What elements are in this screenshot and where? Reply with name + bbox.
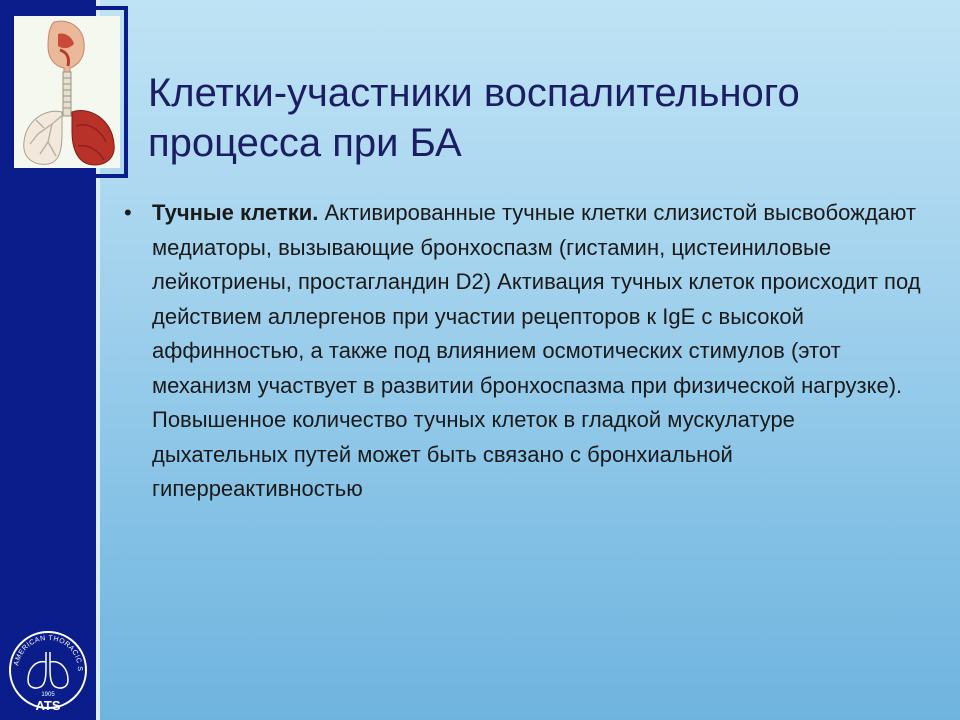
slide-title: Клетки-участники воспалительного процесса при БА (148, 71, 800, 165)
respiratory-system-illustration (14, 16, 120, 168)
ats-seal-logo (6, 626, 90, 714)
slide-body (124, 196, 924, 507)
bullet-text (152, 196, 922, 507)
bullet-item (124, 196, 924, 507)
anatomy-image-frame (4, 6, 128, 178)
bullet-dot-icon: • (124, 200, 132, 225)
seal-year: 1905 (41, 692, 55, 698)
bullet-body: Активированные тучные клетки слизистой высвобождают медиаторы, вызывающие бронхоспазм (гистамин, цистеиниловые лейкотриены, простагландин D2) Активация тучных клеток происходит под действием аллергенов при участии рецепторов к IgE с высокой аффинностью, а также под влиянием осмотических стимулов (этот механизм участвует в развитии бронхоспазма при физической нагрузке). Повышенное количество тучных клеток в гладкой мускулатуре дыхательных путей может быть связано с бронхиальной гиперреактивностью (152, 200, 921, 501)
bullet-lead: Тучные клетки. (152, 200, 319, 225)
seal-arc-text: AMERICAN THORACIC S (13, 634, 84, 672)
seal-abbrev: ATS (35, 698, 61, 713)
